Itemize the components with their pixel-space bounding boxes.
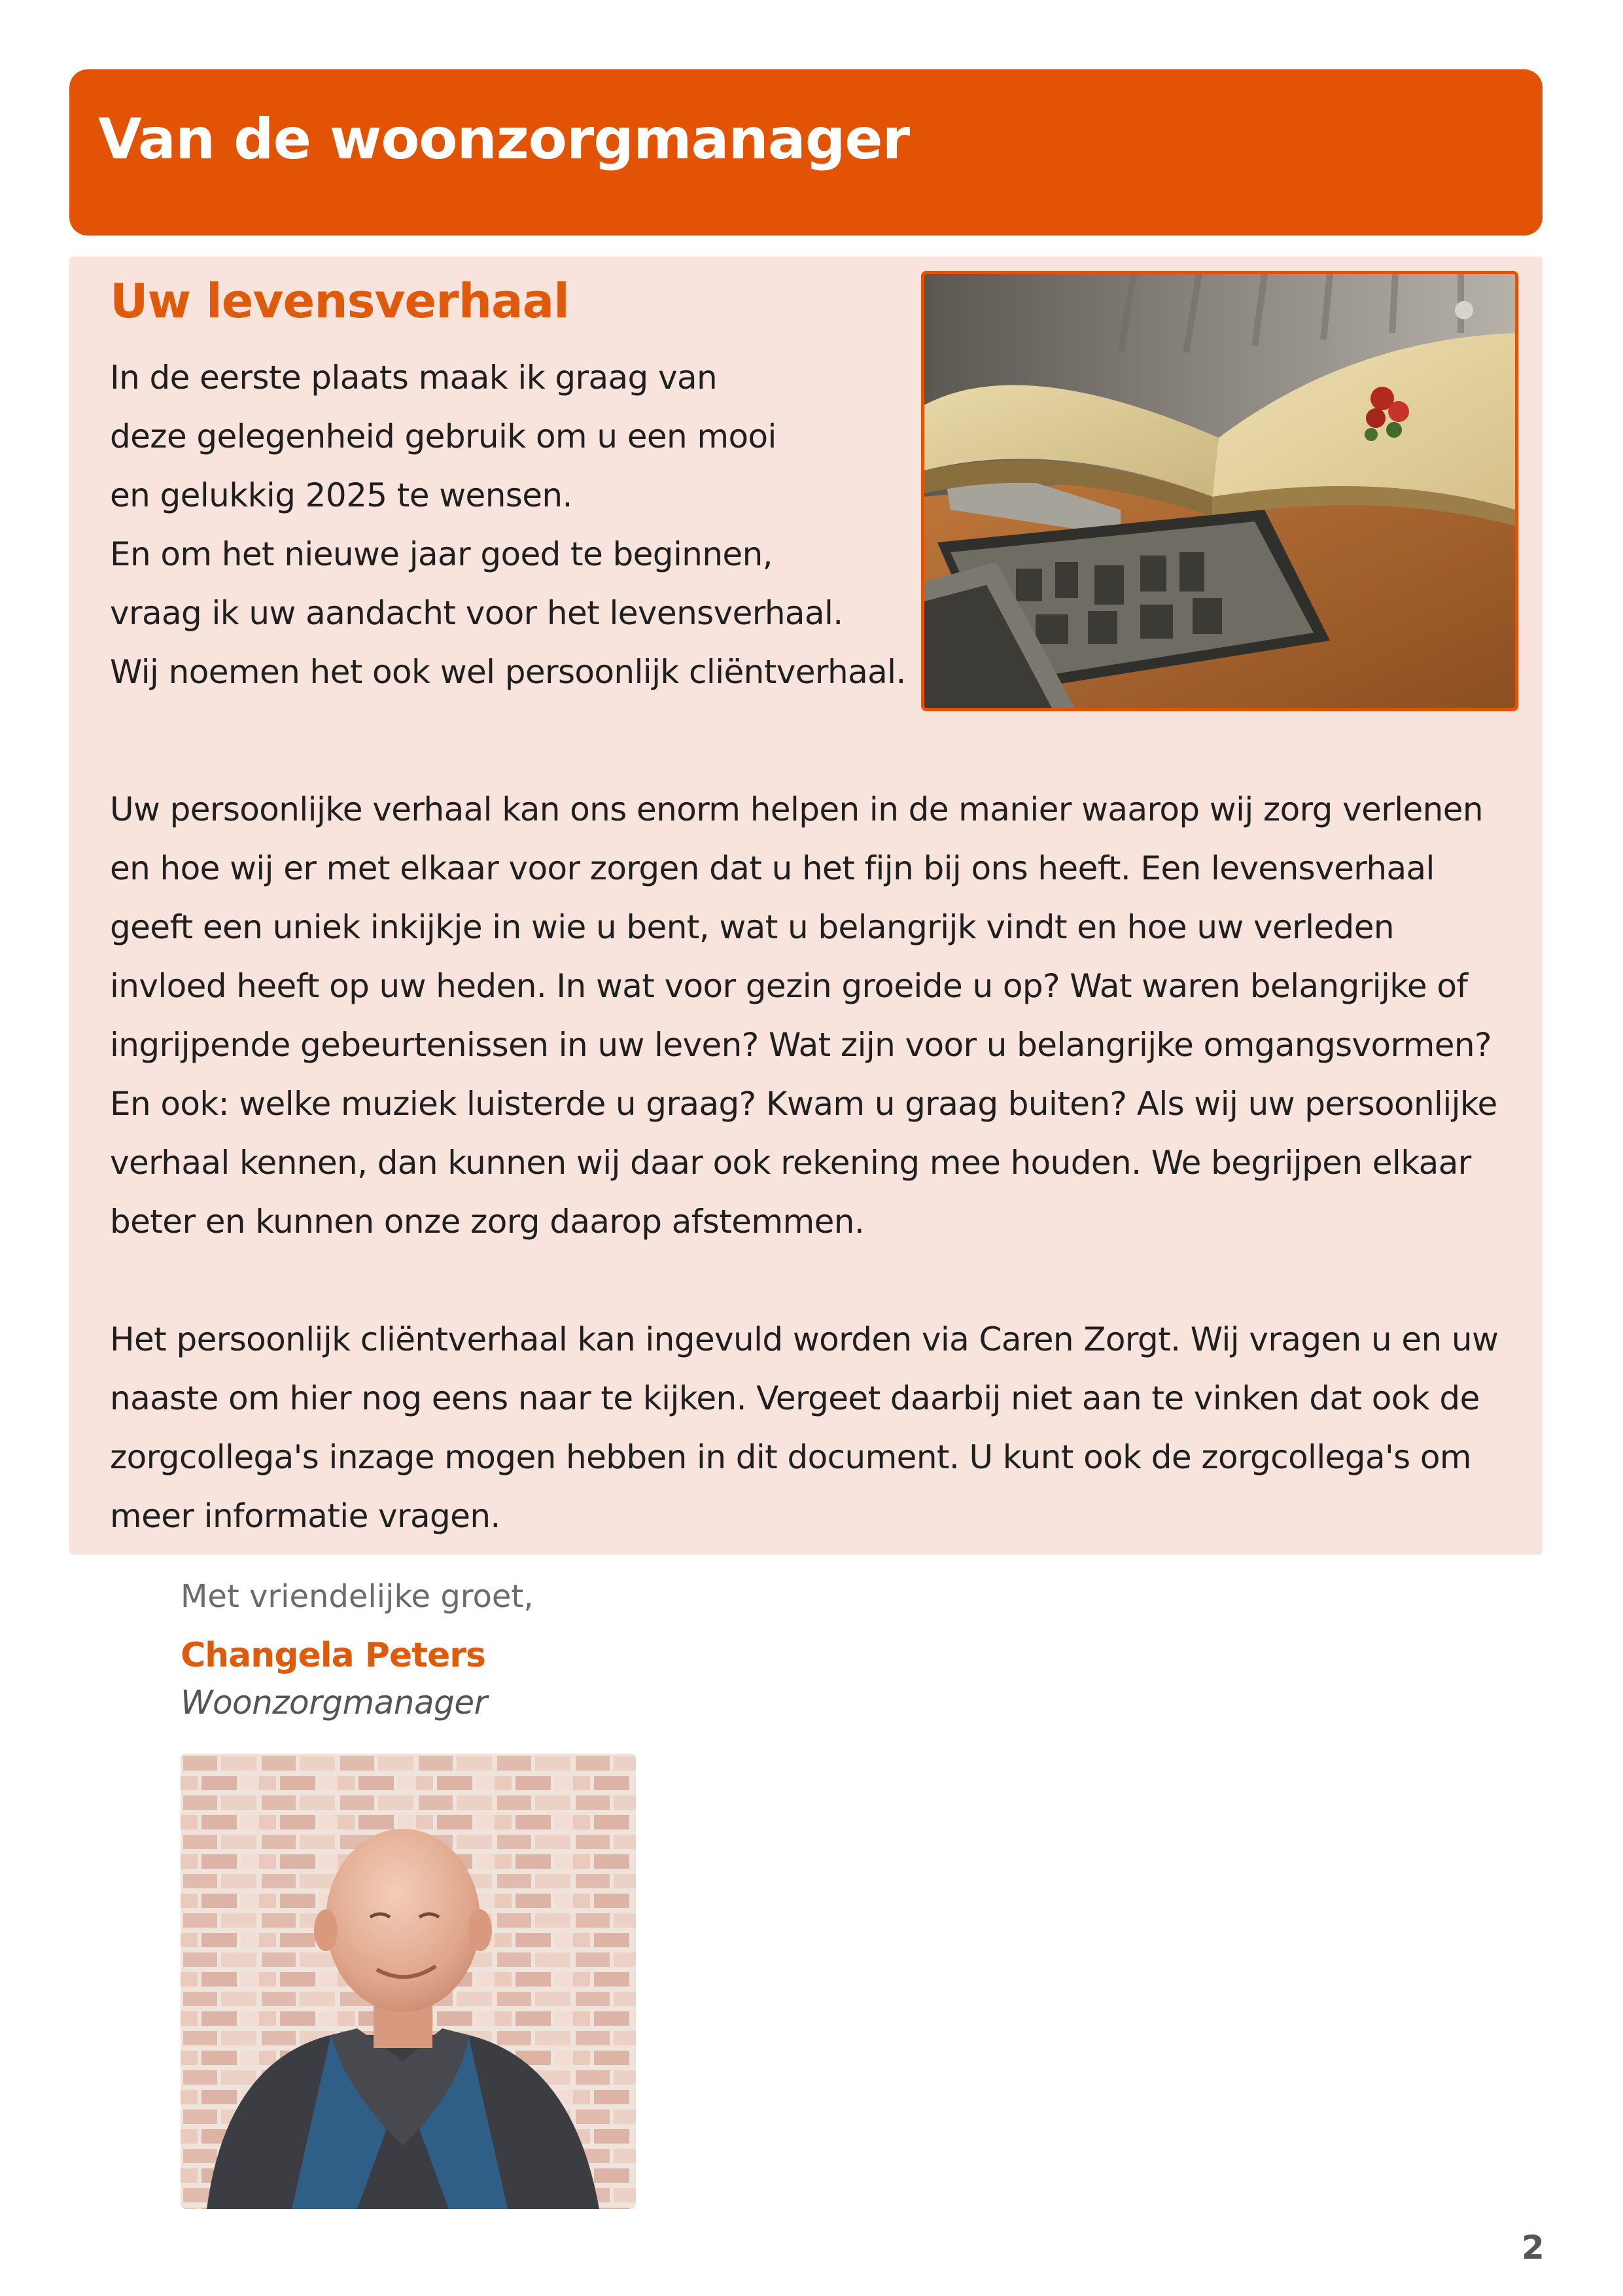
- article-photo: [921, 271, 1518, 711]
- intro-text: [110, 348, 921, 701]
- intro-line: En om het nieuwe jaar goed te beginnen,: [110, 535, 773, 573]
- photo-album-image: [924, 274, 1515, 708]
- signature-role: Woonzorgmanager: [181, 1684, 487, 1722]
- intro-line: Wij noemen het ook wel persoonlijk cliëntverhaal.: [110, 653, 906, 691]
- article-panel: [69, 256, 1543, 1555]
- closing-greeting: Met vriendelijke groet,: [181, 1578, 534, 1615]
- intro-line: deze gelegenheid gebruik om u een mooi: [110, 417, 777, 455]
- portrait-image: [181, 1754, 636, 2209]
- body-paragraph-1: Uw persoonlijke verhaal kan ons enorm helpen in de manier waarop wij zorg verlenen en hoe wij er met elkaar voor zorgen dat u het fijn bij ons heeft. Een levensverhaal geeft een uniek inkijkje in wie u bent, wat u belangrijk vindt en hoe uw verleden invloed heeft op uw heden. In wat voor gezin groeide u op? Wat waren belangrijke of ingrijpende gebeurtenissen in uw leven? Wat zijn voor u belangrijke omgangsvormen? En ook: welke muziek luisterde u graag? Kwam u graag buiten? Als wij uw persoonlijke verhaal kennen, dan kunnen wij daar ook rekening mee houden. We begrijpen elkaar beter en kunnen onze zorg daarop afstemmen.: [110, 790, 1497, 1241]
- intro-line: vraag ik uw aandacht voor het levensverhaal.: [110, 594, 843, 632]
- page-number: 2: [1522, 2229, 1544, 2267]
- signature-name: Changela Peters: [181, 1636, 485, 1675]
- body-paragraph-2: Het persoonlijk cliëntverhaal kan ingevuld worden via Caren Zorgt. Wij vragen u en uw naaste om hier nog eens naar te kijken. Vergeet daarbij niet aan te vinken dat ook de zorgcollega's inzage mogen hebben in dit document. U kunt ook de zorgcollega's om meer informatie vragen.: [110, 1320, 1499, 1535]
- intro-line: en gelukkig 2025 te wensen.: [110, 476, 572, 514]
- portrait-photo: [181, 1754, 636, 2209]
- article-title: Uw levensverhaal: [110, 274, 569, 328]
- intro-line: In de eerste plaats maak ik graag van: [110, 359, 718, 397]
- page-title: Van de woonzorgmanager: [98, 107, 910, 172]
- page-header: [69, 69, 1543, 236]
